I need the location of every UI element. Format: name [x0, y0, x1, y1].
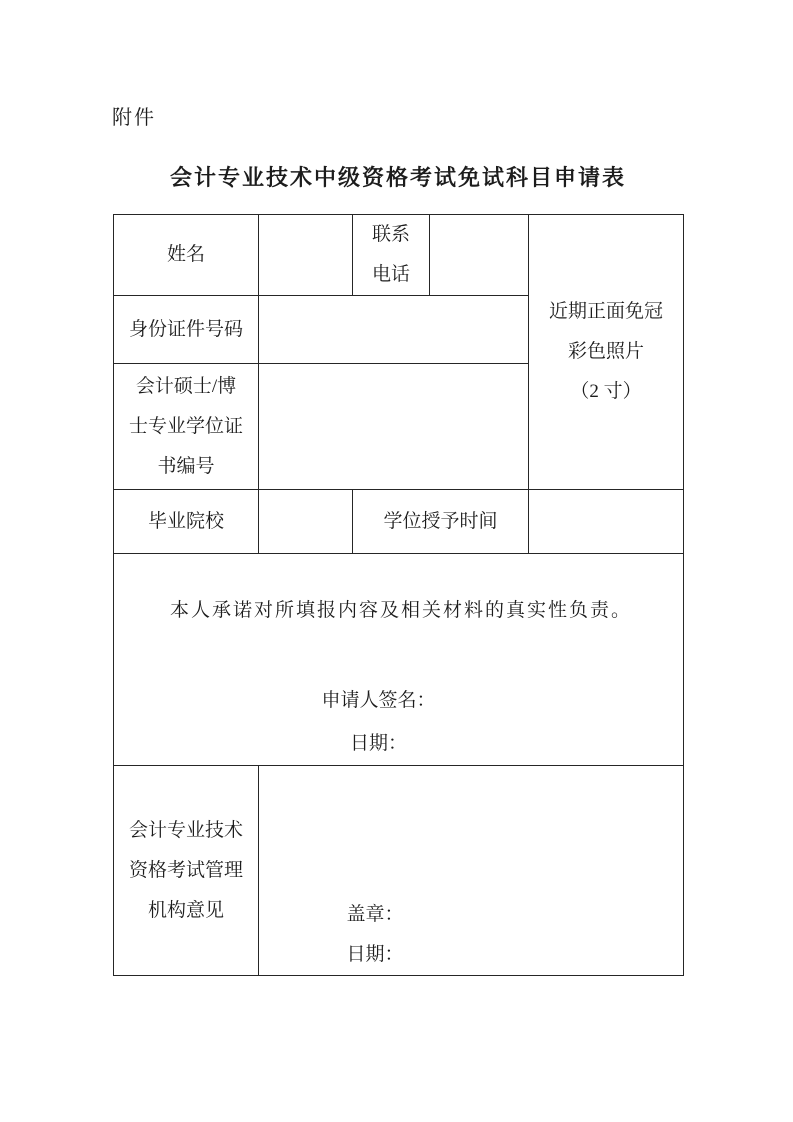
degree-certificate-label	[114, 364, 259, 490]
applicant-signature-label: 申请人签名：	[321, 690, 436, 711]
degree-certificate-value-cell[interactable]	[259, 364, 529, 490]
seal-label: 盖章：	[346, 903, 404, 925]
graduation-school-value-cell[interactable]	[259, 490, 353, 554]
form-title: 会计专业技术中级资格考试免试科目申请表	[169, 165, 626, 190]
id-number-label: 身份证件号码	[114, 296, 259, 364]
degree-award-time-value-cell[interactable]	[529, 490, 684, 554]
contact-phone-label-line1: 联系	[371, 224, 410, 245]
seal-date-label: 日期：	[346, 943, 404, 965]
graduation-school-label: 毕业院校	[114, 490, 259, 554]
photo-placeholder-line3: （2 寸）	[570, 381, 642, 402]
application-form-table	[113, 214, 684, 976]
row-authority-opinion	[114, 766, 684, 976]
contact-phone-label	[353, 215, 430, 296]
commitment-statement: 本人承诺对所填报内容及相关材料的真实性负责。	[169, 600, 632, 621]
name-value-cell[interactable]	[259, 215, 353, 296]
photo-placeholder[interactable]	[529, 215, 684, 490]
row-commitment	[114, 554, 684, 766]
photo-placeholder-line1: 近期正面免冠	[548, 301, 663, 322]
row-school-degree-date	[114, 490, 684, 554]
row-name-phone	[114, 215, 684, 296]
authority-opinion-label	[114, 766, 259, 976]
signature-date-label: 日期：	[349, 733, 407, 754]
attachment-label: 附件	[112, 107, 156, 129]
authority-opinion-label-line1: 会计专业技术	[128, 819, 243, 841]
name-label: 姓名	[114, 215, 259, 296]
commitment-cell	[114, 554, 684, 766]
authority-opinion-cell	[259, 766, 684, 976]
contact-phone-value-cell[interactable]	[430, 215, 529, 296]
photo-placeholder-line2: 彩色照片	[567, 341, 644, 362]
id-number-value-cell[interactable]	[259, 296, 529, 364]
degree-award-time-label: 学位授予时间	[353, 490, 529, 554]
authority-opinion-label-line2: 资格考试管理	[128, 859, 243, 881]
degree-certificate-label-line1: 会计硕士/博	[135, 375, 237, 397]
contact-phone-label-line2: 电话	[371, 264, 410, 285]
degree-certificate-label-line3: 书编号	[157, 455, 215, 477]
degree-certificate-label-line2: 士专业学位证	[128, 415, 243, 437]
authority-opinion-label-line3: 机构意见	[147, 899, 224, 921]
